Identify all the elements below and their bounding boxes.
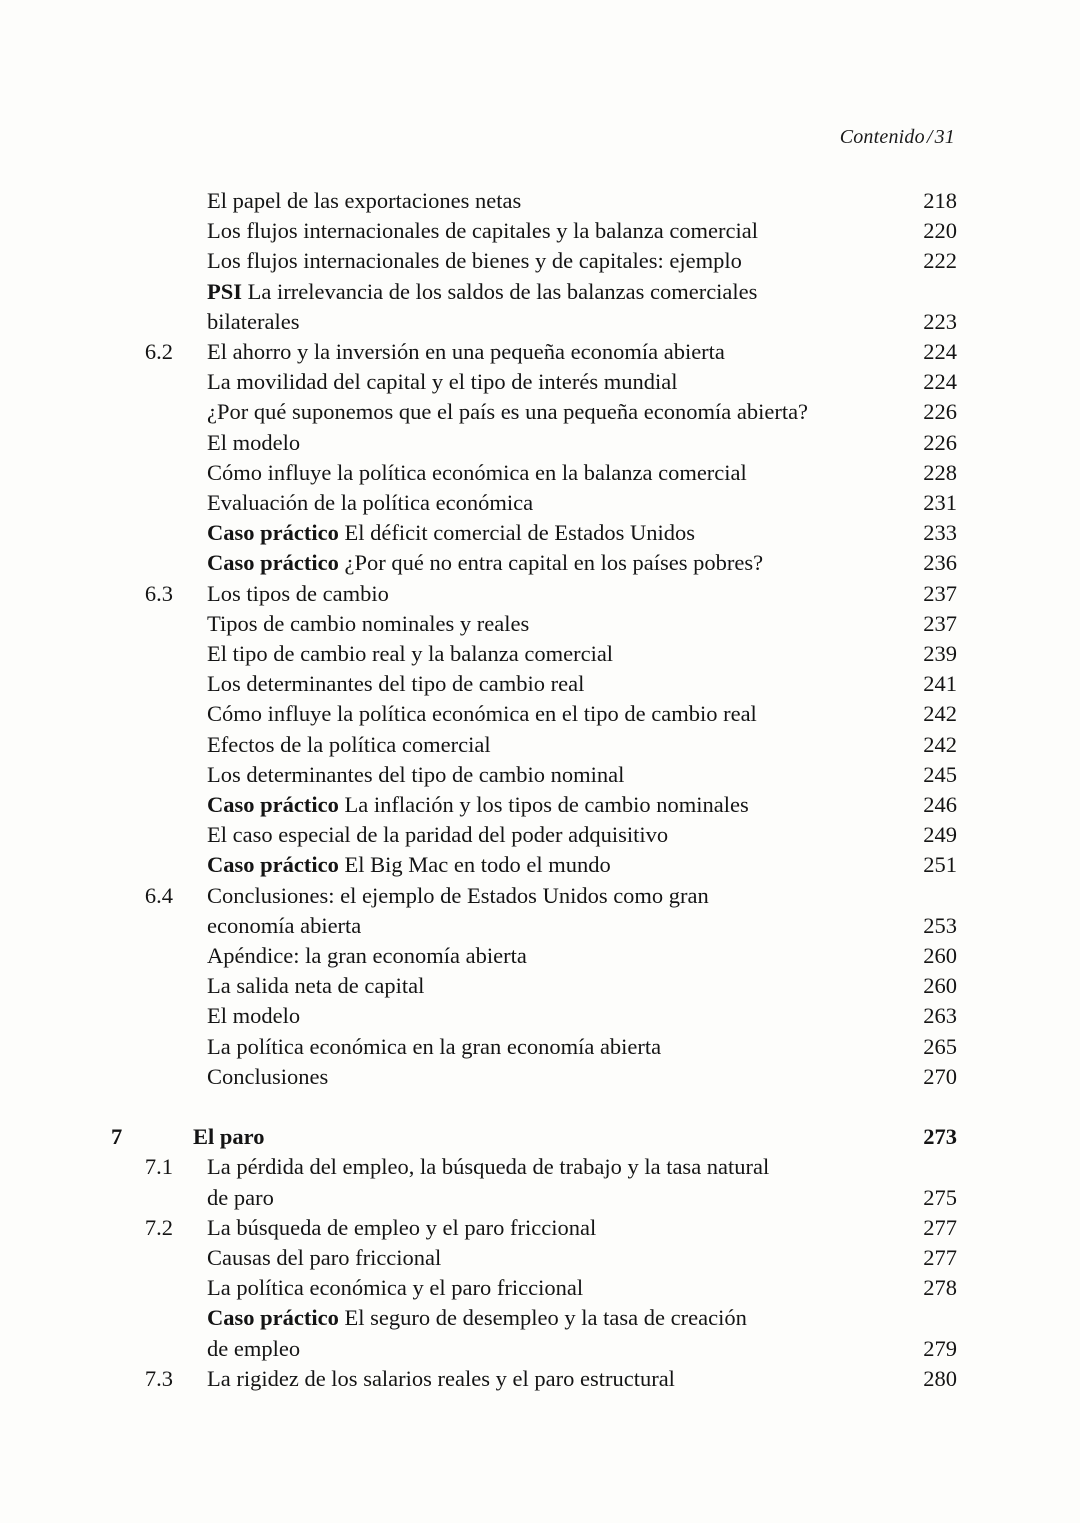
toc-entry[interactable] [125,1213,957,1243]
toc-entry[interactable] [125,1273,957,1303]
toc-entry-page-number: 241 [923,671,957,697]
toc-entry-title-text: ¿Por qué no entra capital en los países pobres? [344,550,764,576]
toc-entry[interactable] [125,1243,957,1273]
toc-entry-title [173,488,899,518]
toc-entry-title-text: La política económica y el paro friccional [207,1275,584,1301]
toc-entry-title-text: El modelo [207,1003,301,1029]
toc-entry[interactable] [125,186,957,216]
toc-entry[interactable] [125,1364,957,1394]
toc-entry-page-number: 239 [923,641,957,667]
toc-entry-title-text: Conclusiones [207,1063,329,1089]
running-head-page-number: 31 [934,126,955,148]
toc-entry-number: 6.2 [144,339,173,365]
toc-entry[interactable] [125,548,957,578]
toc-entry[interactable] [125,458,957,488]
toc-entry-title [173,1243,899,1273]
toc-entry-title-continued: de paro [207,1184,274,1210]
toc-entry-title-text: El déficit comercial de Estados Unidos [344,520,696,546]
toc-entry-page-number: 237 [923,610,957,636]
toc-entry-title-text: El Big Mac en todo el mundo [344,852,611,878]
toc-entry[interactable] [125,518,957,548]
toc-entry-title-text: Los flujos internacionales de capitales y la balanza comercial [207,218,759,244]
toc-entry-number: 7.3 [144,1365,173,1391]
toc-entry-page-number: 224 [923,339,957,365]
toc-entry-title [173,1032,899,1062]
toc-entry-page-number: 253 [923,912,957,938]
toc-entry-page-number: 265 [923,1033,957,1059]
toc-entry[interactable] [125,760,957,790]
toc-entry-title-text: Apéndice: la gran economía abierta [207,943,527,969]
toc-entry-page-number: 277 [923,1244,957,1270]
table-of-contents [111,186,957,1394]
toc-entry-title-text: La búsqueda de empleo y el paro friccional [207,1214,597,1240]
toc-entry-page-number: 233 [923,520,957,546]
toc-entry-title-text: El modelo [207,429,301,455]
toc-entry-title [173,971,899,1001]
toc-entry[interactable] [125,669,957,699]
toc-entry[interactable] [125,1303,957,1333]
toc-entry-page-number: 223 [923,308,957,334]
toc-entry-lead-label: Caso práctico [207,792,339,818]
toc-entry-number: 6.4 [144,882,173,908]
toc-entry[interactable] [125,639,957,669]
toc-entry-title [173,246,899,276]
toc-entry-page-number: 263 [923,1003,957,1029]
toc-entry-page-number: 260 [923,943,957,969]
toc-entry-lead-label: PSI [207,278,243,304]
toc-entry-lead-label: Caso práctico [207,550,339,576]
toc-entry-title-text: Tipos de cambio nominales y reales [207,610,530,636]
toc-entry-title [173,216,899,246]
toc-entry-title [173,428,899,458]
toc-entry-continuation[interactable] [125,911,957,941]
toc-entry-title [173,820,899,850]
toc-entry-title [173,941,899,971]
toc-entry-number: 6.3 [144,580,173,606]
toc-chapter-entry[interactable] [111,1122,957,1152]
toc-entry-title-text: La movilidad del capital y el tipo de interés mundial [207,369,678,395]
toc-entry-page-number: 231 [923,490,957,516]
toc-entry[interactable] [125,820,957,850]
toc-entry-page-number: 222 [923,248,957,274]
toc-entry-title-text: Los tipos de cambio [207,580,389,606]
toc-entry-title [173,639,899,669]
toc-entry-title [173,1303,899,1333]
toc-entry-title [173,790,899,820]
toc-entry-title-text: La política económica en la gran economía abierta [207,1033,662,1059]
toc-entry-title [173,186,899,216]
toc-entry-title-text: El ahorro y la inversión en una pequeña economía abierta [207,339,725,365]
toc-entry-title [173,850,899,880]
toc-entry-title-text: Los determinantes del tipo de cambio real [207,671,585,697]
toc-entry-page-number: 242 [923,731,957,757]
toc-entry-page-number: 273 [923,1124,957,1150]
toc-entry-title-text: Evaluación de la política económica [207,490,534,516]
toc-entry-title-text: Los flujos internacionales de bienes y de capitales: ejemplo [207,248,742,274]
toc-entry-title [173,669,899,699]
toc-entry-lead-label: Caso práctico [207,852,339,878]
toc-entry[interactable] [125,579,957,609]
toc-entry-title-text: Cómo influye la política económica en la balanza comercial [207,459,747,485]
toc-entry-page-number: 245 [923,761,957,787]
toc-entry-title-text: La irrelevancia de los saldos de las balanzas comerciales [247,278,758,304]
toc-entry-title [179,1122,899,1152]
toc-entry-page-number: 224 [923,369,957,395]
toc-entry-page-number: 249 [923,822,957,848]
toc-entry-title-text: Los determinantes del tipo de cambio nominal [207,761,625,787]
toc-entry-title-text: La pérdida del empleo, la búsqueda de trabajo y la tasa natural [207,1154,770,1180]
toc-entry-title [173,337,899,367]
toc-entry-title [173,1273,899,1303]
toc-entry-title [173,1152,899,1182]
toc-entry-page-number: 251 [923,852,957,878]
toc-entry[interactable] [125,609,957,639]
toc-entry[interactable] [125,337,957,367]
toc-entry-number: 7 [111,1124,123,1150]
running-head-label: Contenido [839,126,925,148]
toc-entry-number: 7.1 [144,1154,173,1180]
toc-entry-title [173,367,899,397]
toc-entry-title-text: La inflación y los tipos de cambio nominales [344,792,749,818]
toc-entry-title [173,881,899,911]
toc-entry-page-number: 275 [923,1184,957,1210]
toc-entry-title [173,1062,899,1092]
toc-entry[interactable] [125,941,957,971]
toc-entry-title-text: El tipo de cambio real y la balanza comercial [207,641,614,667]
toc-entry-title-continued: economía abierta [207,912,362,938]
toc-entry-title-continued: bilaterales [207,308,300,334]
toc-entry-continuation[interactable] [125,307,957,337]
toc-entry[interactable] [125,850,957,880]
toc-entry-title-text: ¿Por qué suponemos que el país es una pequeña economía abierta? [207,399,809,425]
toc-entry-page-number: 228 [923,459,957,485]
toc-entry-title-text: El seguro de desempleo y la tasa de creación [344,1305,747,1331]
toc-entry-title [173,277,899,307]
toc-entry-title-text: El caso especial de la paridad del poder adquisitivo [207,822,669,848]
toc-entry-page-number: 220 [923,218,957,244]
toc-entry-page-number: 280 [923,1365,957,1391]
toc-entry-title-text: Causas del paro friccional [207,1244,442,1270]
toc-entry[interactable] [125,428,957,458]
toc-entry[interactable] [125,488,957,518]
toc-entry-title [173,760,899,790]
toc-entry-title [173,1364,899,1394]
running-head-separator: / [926,126,933,148]
toc-entry-title [173,699,899,729]
toc-entry-page-number: 237 [923,580,957,606]
toc-entry-page-number: 236 [923,550,957,576]
toc-entry-page-number: 242 [923,701,957,727]
toc-entry-page-number: 260 [923,973,957,999]
toc-entry-page-number: 278 [923,1275,957,1301]
toc-entry-title [173,579,899,609]
toc-entry[interactable] [125,971,957,1001]
running-head [840,126,955,149]
toc-entry-page-number: 279 [923,1335,957,1361]
toc-entry-continuation[interactable] [125,1334,957,1364]
toc-entry-page-number: 270 [923,1063,957,1089]
toc-entry[interactable] [125,367,957,397]
toc-entry[interactable] [125,699,957,729]
toc-entry-title [173,1213,899,1243]
toc-entry-title-text: Cómo influye la política económica en el tipo de cambio real [207,701,757,727]
toc-entry[interactable] [125,790,957,820]
toc-entry-number: 7.2 [144,1214,173,1240]
toc-entry-title [173,397,899,427]
toc-entry-lead-label: Caso práctico [207,1305,339,1331]
toc-entry-title-text: Efectos de la política comercial [207,731,491,757]
toc-entry[interactable] [125,397,957,427]
toc-entry[interactable] [125,730,957,760]
toc-entry-lead-label: Caso práctico [207,520,339,546]
toc-entry-title-text: La salida neta de capital [207,973,425,999]
toc-entry-title-text: Conclusiones: el ejemplo de Estados Unidos como gran [207,882,709,908]
toc-entry[interactable] [125,881,957,911]
toc-entry-page-number: 277 [923,1214,957,1240]
toc-entry[interactable] [125,1152,957,1182]
toc-entry-title-text: El papel de las exportaciones netas [207,188,522,213]
toc-entry-page-number: 226 [923,399,957,425]
toc-entry-title-text: La rigidez de los salarios reales y el paro estructural [207,1365,675,1391]
toc-entry-title [173,609,899,639]
toc-entry[interactable] [125,277,957,307]
toc-entry[interactable] [125,1032,957,1062]
toc-entry-title [173,458,899,488]
toc-entry-title-continued: de empleo [207,1335,301,1361]
toc-entry-page-number: 218 [923,188,957,213]
toc-entry-page-number: 246 [923,792,957,818]
toc-entry-title [173,518,899,548]
toc-entry-title [173,1001,899,1031]
toc-entry-page-number: 226 [923,429,957,455]
toc-entry-title [173,548,899,578]
toc-entry[interactable] [125,1001,957,1031]
toc-entry-title [173,730,899,760]
toc-entry-continuation[interactable] [125,1183,957,1213]
toc-entry[interactable] [125,216,957,246]
toc-entry-title-text: El paro [193,1124,265,1150]
toc-entry[interactable] [125,1062,957,1092]
toc-entry[interactable] [125,246,957,276]
